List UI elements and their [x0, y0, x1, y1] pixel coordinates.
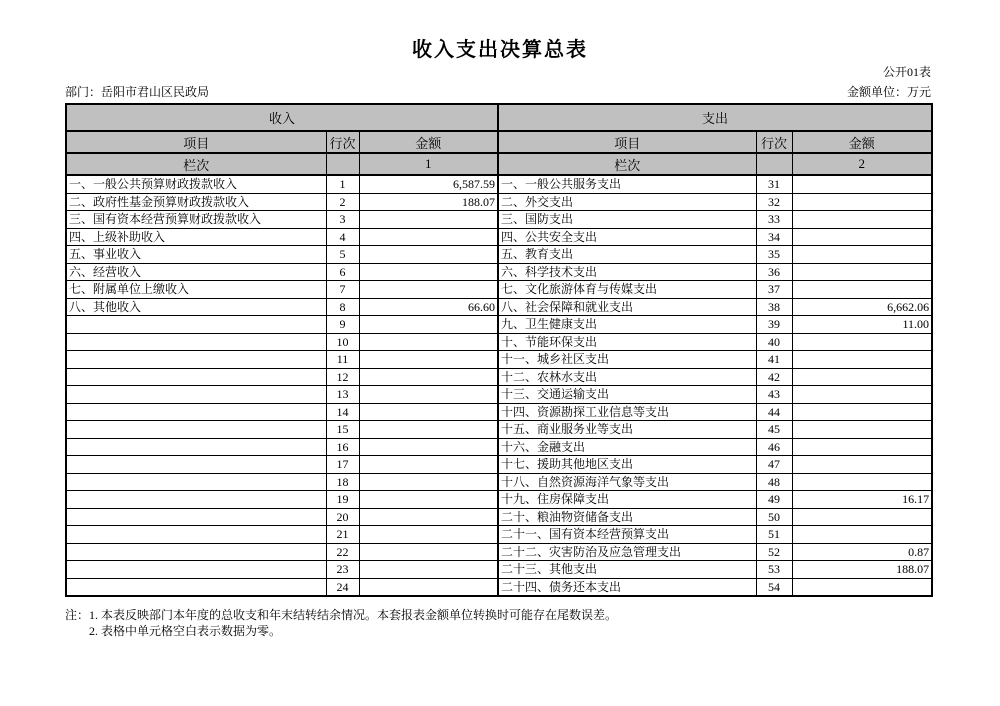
expense-item-cell: 二十一、国有资本经营预算支出 — [498, 526, 756, 544]
notes-prefix: 注： — [65, 608, 90, 622]
expense-item-cell: 六、科学技术支出 — [498, 263, 756, 281]
expense-amount-cell — [792, 456, 932, 474]
income-line-cell: 5 — [326, 246, 359, 264]
expense-item-cell: 二十、粮油物资储备支出 — [498, 508, 756, 526]
income-amount-cell — [359, 526, 498, 544]
expense-line-cell: 43 — [756, 386, 792, 404]
expense-index-value: 2 — [792, 153, 932, 175]
expense-line-cell: 47 — [756, 456, 792, 474]
income-item-cell — [66, 456, 326, 474]
table-row — [66, 403, 932, 421]
income-item-cell — [66, 491, 326, 509]
income-line-cell: 22 — [326, 543, 359, 561]
expense-line-cell: 44 — [756, 403, 792, 421]
income-line-cell: 17 — [326, 456, 359, 474]
section-header-row — [66, 104, 932, 131]
income-line-header: 行次 — [326, 131, 359, 153]
table-row — [66, 543, 932, 561]
income-amount-cell — [359, 421, 498, 439]
expense-index-label: 栏次 — [498, 153, 756, 175]
expense-item-cell: 八、社会保障和就业支出 — [498, 298, 756, 316]
notes — [65, 607, 965, 639]
expense-amount-cell — [792, 438, 932, 456]
income-line-cell: 21 — [326, 526, 359, 544]
expense-amount-cell: 6,662.06 — [792, 298, 932, 316]
income-item-cell — [66, 316, 326, 334]
department-label: 部门：岳阳市君山区民政局 — [65, 85, 210, 99]
table-row — [66, 491, 932, 509]
table-body — [66, 175, 932, 596]
income-item-cell: 八、其他收入 — [66, 298, 326, 316]
income-line-cell: 23 — [326, 561, 359, 579]
income-line-cell: 13 — [326, 386, 359, 404]
expense-line-cell: 51 — [756, 526, 792, 544]
income-item-cell — [66, 333, 326, 351]
income-item-cell: 二、政府性基金预算财政拨款收入 — [66, 193, 326, 211]
expense-item-cell: 十七、援助其他地区支出 — [498, 456, 756, 474]
income-amount-cell — [359, 456, 498, 474]
expense-line-cell: 33 — [756, 211, 792, 229]
expense-item-cell: 二十四、债务还本支出 — [498, 578, 756, 596]
income-item-cell — [66, 561, 326, 579]
expense-amount-cell: 188.07 — [792, 561, 932, 579]
income-item-cell — [66, 526, 326, 544]
income-line-cell: 6 — [326, 263, 359, 281]
expense-item-cell: 一、一般公共服务支出 — [498, 175, 756, 193]
expense-line-header: 行次 — [756, 131, 792, 153]
expense-item-cell: 七、文化旅游体育与传媒支出 — [498, 281, 756, 299]
expense-line-cell: 46 — [756, 438, 792, 456]
expense-line-cell: 35 — [756, 246, 792, 264]
income-item-cell — [66, 421, 326, 439]
expense-item-header: 项目 — [498, 131, 756, 153]
table-row — [66, 473, 932, 491]
income-section-header: 收入 — [66, 104, 498, 131]
table-row — [66, 456, 932, 474]
income-line-cell: 2 — [326, 193, 359, 211]
income-amount-cell — [359, 263, 498, 281]
expense-amount-cell — [792, 228, 932, 246]
table-row — [66, 298, 932, 316]
expense-line-cell: 42 — [756, 368, 792, 386]
table-header — [66, 104, 932, 175]
income-index-value: 1 — [359, 153, 498, 175]
expense-line-cell: 54 — [756, 578, 792, 596]
expense-amount-cell — [792, 333, 932, 351]
table-row — [66, 193, 932, 211]
expense-amount-cell — [792, 578, 932, 596]
table-row — [66, 316, 932, 334]
expense-amount-cell — [792, 351, 932, 369]
expense-line-cell: 36 — [756, 263, 792, 281]
income-amount-cell — [359, 246, 498, 264]
expense-line-cell: 40 — [756, 333, 792, 351]
expense-amount-cell: 11.00 — [792, 316, 932, 334]
note-line-1: 1. 本表反映部门本年度的总收支和年末结转结余情况。本套报表金额单位转换时可能存在尾数误差。 — [89, 608, 618, 622]
expense-line-cell: 52 — [756, 543, 792, 561]
income-amount-cell — [359, 473, 498, 491]
expense-line-cell: 41 — [756, 351, 792, 369]
income-amount-cell — [359, 368, 498, 386]
expense-amount-cell — [792, 403, 932, 421]
expense-section-header: 支出 — [498, 104, 932, 131]
income-item-cell — [66, 543, 326, 561]
table-row — [66, 263, 932, 281]
expense-item-cell: 四、公共安全支出 — [498, 228, 756, 246]
note-lines — [89, 607, 617, 639]
expense-item-cell: 三、国防支出 — [498, 211, 756, 229]
expense-index-line-cell — [756, 153, 792, 175]
table-row — [66, 246, 932, 264]
expense-line-cell: 34 — [756, 228, 792, 246]
expense-item-cell: 十二、农林水支出 — [498, 368, 756, 386]
expense-item-cell: 十一、城乡社区支出 — [498, 351, 756, 369]
income-item-cell: 四、上级补助收入 — [66, 228, 326, 246]
expense-amount-cell — [792, 281, 932, 299]
income-amount-cell: 6,587.59 — [359, 175, 498, 193]
income-item-header: 项目 — [66, 131, 326, 153]
income-item-cell: 七、附属单位上缴收入 — [66, 281, 326, 299]
expense-line-cell: 45 — [756, 421, 792, 439]
income-index-label: 栏次 — [66, 153, 326, 175]
income-amount-cell — [359, 543, 498, 561]
income-amount-cell — [359, 351, 498, 369]
income-item-cell: 六、经营收入 — [66, 263, 326, 281]
income-line-cell: 3 — [326, 211, 359, 229]
expense-amount-cell — [792, 193, 932, 211]
income-line-cell: 15 — [326, 421, 359, 439]
expense-amount-cell — [792, 175, 932, 193]
expense-item-cell: 十三、交通运输支出 — [498, 386, 756, 404]
table-row — [66, 228, 932, 246]
income-amount-cell — [359, 211, 498, 229]
income-item-cell — [66, 578, 326, 596]
income-amount-cell — [359, 561, 498, 579]
table-row — [66, 526, 932, 544]
income-item-cell — [66, 403, 326, 421]
expense-item-cell: 十六、金融支出 — [498, 438, 756, 456]
table-row — [66, 438, 932, 456]
expense-amount-cell: 16.17 — [792, 491, 932, 509]
income-line-cell: 18 — [326, 473, 359, 491]
expense-amount-cell: 0.87 — [792, 543, 932, 561]
income-line-cell: 11 — [326, 351, 359, 369]
expense-line-cell: 31 — [756, 175, 792, 193]
expense-amount-cell — [792, 508, 932, 526]
column-index-row — [66, 153, 932, 175]
income-amount-cell — [359, 578, 498, 596]
expense-amount-cell — [792, 421, 932, 439]
income-line-cell: 24 — [326, 578, 359, 596]
expense-line-cell: 32 — [756, 193, 792, 211]
income-line-cell: 8 — [326, 298, 359, 316]
income-item-cell: 三、国有资本经营预算财政拨款收入 — [66, 211, 326, 229]
expense-amount-cell — [792, 263, 932, 281]
expense-amount-cell — [792, 368, 932, 386]
expense-item-cell: 十八、自然资源海洋气象等支出 — [498, 473, 756, 491]
income-index-line-cell — [326, 153, 359, 175]
expense-item-cell: 十五、商业服务业等支出 — [498, 421, 756, 439]
expense-item-cell: 二十二、灾害防治及应急管理支出 — [498, 543, 756, 561]
table-row — [66, 386, 932, 404]
expense-line-cell: 49 — [756, 491, 792, 509]
income-item-cell: 五、事业收入 — [66, 246, 326, 264]
expense-line-cell: 37 — [756, 281, 792, 299]
income-amount-cell — [359, 491, 498, 509]
expense-amount-header: 金额 — [792, 131, 932, 153]
income-item-cell — [66, 438, 326, 456]
income-item-cell — [66, 473, 326, 491]
expense-amount-cell — [792, 526, 932, 544]
income-line-cell: 20 — [326, 508, 359, 526]
income-line-cell: 7 — [326, 281, 359, 299]
statement-table — [65, 103, 933, 597]
expense-item-cell: 十九、住房保障支出 — [498, 491, 756, 509]
income-line-cell: 14 — [326, 403, 359, 421]
income-amount-cell — [359, 403, 498, 421]
table-row — [66, 561, 932, 579]
expense-item-cell: 五、教育支出 — [498, 246, 756, 264]
income-amount-cell: 188.07 — [359, 193, 498, 211]
note-line-2: 2. 表格中单元格空白表示数据为零。 — [89, 624, 282, 638]
income-item-cell — [66, 368, 326, 386]
income-item-cell: 一、一般公共预算财政拨款收入 — [66, 175, 326, 193]
table-row — [66, 175, 932, 193]
income-amount-cell — [359, 508, 498, 526]
income-line-cell: 1 — [326, 175, 359, 193]
unit-label: 金额单位：万元 — [846, 85, 931, 99]
expense-line-cell: 38 — [756, 298, 792, 316]
income-line-cell: 12 — [326, 368, 359, 386]
expense-line-cell: 53 — [756, 561, 792, 579]
expense-amount-cell — [792, 386, 932, 404]
expense-item-cell: 二、外交支出 — [498, 193, 756, 211]
expense-line-cell: 39 — [756, 316, 792, 334]
expense-amount-cell — [792, 211, 932, 229]
expense-item-cell: 十、节能环保支出 — [498, 333, 756, 351]
income-item-cell — [66, 508, 326, 526]
expense-line-cell: 48 — [756, 473, 792, 491]
income-amount-cell — [359, 316, 498, 334]
table-row — [66, 333, 932, 351]
table-row — [66, 368, 932, 386]
table-row — [66, 351, 932, 369]
column-header-row — [66, 131, 932, 153]
table-row — [66, 281, 932, 299]
income-line-cell: 4 — [326, 228, 359, 246]
income-amount-cell — [359, 228, 498, 246]
income-amount-cell — [359, 438, 498, 456]
income-amount-cell — [359, 386, 498, 404]
income-item-cell — [66, 386, 326, 404]
doc-number-label: 公开01表 — [882, 65, 931, 79]
expense-line-cell: 50 — [756, 508, 792, 526]
table-row — [66, 421, 932, 439]
table-row — [66, 211, 932, 229]
expense-item-cell: 二十三、其他支出 — [498, 561, 756, 579]
expense-item-cell: 九、卫生健康支出 — [498, 316, 756, 334]
income-amount-cell — [359, 333, 498, 351]
income-amount-cell — [359, 281, 498, 299]
income-amount-header: 金额 — [359, 131, 498, 153]
income-item-cell — [66, 351, 326, 369]
income-line-cell: 10 — [326, 333, 359, 351]
income-line-cell: 19 — [326, 491, 359, 509]
page-title: 收入支出决算总表 — [412, 39, 588, 61]
expense-amount-cell — [792, 246, 932, 264]
income-line-cell: 9 — [326, 316, 359, 334]
income-line-cell: 16 — [326, 438, 359, 456]
expense-item-cell: 十四、资源勘探工业信息等支出 — [498, 403, 756, 421]
income-amount-cell: 66.60 — [359, 298, 498, 316]
meta-row — [65, 83, 931, 100]
table-row — [66, 578, 932, 596]
table-row — [66, 508, 932, 526]
expense-amount-cell — [792, 473, 932, 491]
